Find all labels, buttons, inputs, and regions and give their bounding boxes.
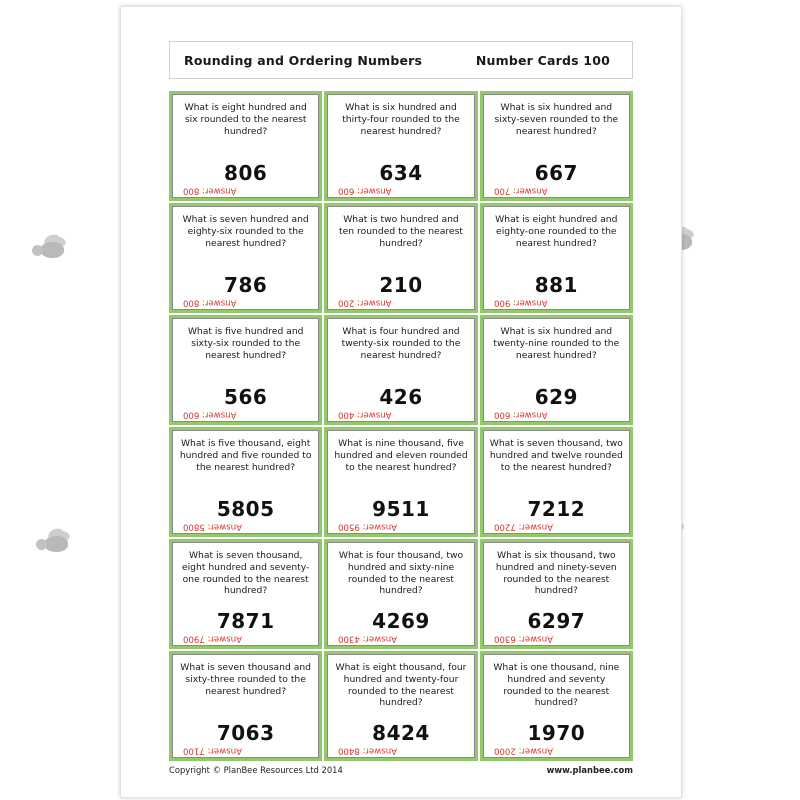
card-question: What is six hundred and sixty-seven rounded to the nearest hundred?	[494, 102, 619, 137]
card-flip-answer: Answer: 200	[338, 298, 392, 308]
card-answer: 629	[534, 385, 578, 410]
card-cell[interactable]	[324, 203, 477, 313]
number-card[interactable]	[483, 430, 630, 534]
card-cell[interactable]	[169, 203, 322, 313]
card-question: What is seven hundred and eighty-six rounded to the nearest hundred?	[182, 214, 309, 249]
number-card[interactable]	[172, 430, 319, 534]
number-card[interactable]	[483, 542, 630, 646]
card-answer: 9511	[372, 497, 430, 522]
number-card[interactable]	[327, 542, 474, 646]
card-question: What is six thousand, two hundred and ninety-seven rounded to the nearest hundred?	[495, 550, 617, 597]
card-flip-answer: Answer: 8400	[338, 746, 398, 756]
number-card[interactable]	[327, 94, 474, 198]
card-flip-answer: Answer: 7200	[493, 522, 553, 532]
card-answer: 667	[534, 161, 578, 186]
number-card[interactable]	[327, 430, 474, 534]
card-answer: 4269	[372, 609, 430, 634]
number-card[interactable]	[483, 94, 630, 198]
card-cell[interactable]	[480, 651, 633, 761]
card-cell[interactable]	[169, 539, 322, 649]
card-flip-answer: Answer: 600	[493, 410, 548, 420]
page-subtitle: Number Cards 100	[475, 52, 610, 68]
card-question: What is seven thousand, eight hundred and seventy-one rounded to the nearest hundred?	[181, 550, 310, 597]
card-answer: 7063	[216, 721, 275, 746]
card-question: What is two hundred and ten rounded to the nearest hundred?	[339, 214, 463, 249]
card-flip-answer: Answer: 800	[183, 186, 237, 196]
number-card[interactable]	[172, 654, 319, 758]
card-answer: 426	[379, 385, 423, 410]
card-cell[interactable]	[169, 651, 322, 761]
card-flip-answer: Answer: 9500	[338, 522, 398, 532]
card-answer: 1970	[527, 721, 586, 746]
number-card[interactable]	[327, 654, 474, 758]
card-cell[interactable]	[324, 539, 477, 649]
card-answer: 7212	[527, 497, 586, 522]
card-question: What is four thousand, two hundred and sixty-nine rounded to the nearest hundred?	[338, 550, 464, 597]
page-title: Rounding and Ordering Numbers	[184, 52, 423, 68]
card-question: What is one thousand, nine hundred and seventy rounded to the nearest hundred?	[493, 662, 620, 709]
card-cell[interactable]	[324, 651, 477, 761]
number-card-grid	[169, 91, 633, 761]
card-answer: 7871	[216, 609, 275, 634]
worksheet-footer	[169, 765, 633, 775]
card-answer: 634	[379, 161, 423, 186]
card-flip-answer: Answer: 7900	[183, 634, 242, 644]
card-cell[interactable]	[324, 91, 477, 201]
card-question: What is eight hundred and six rounded to the nearest hundred?	[184, 102, 307, 137]
number-card[interactable]	[327, 206, 474, 310]
card-answer: 5805	[216, 497, 275, 522]
number-card[interactable]	[327, 318, 474, 422]
card-answer: 8424	[372, 721, 430, 746]
worksheet-page	[120, 6, 682, 798]
card-cell[interactable]	[324, 315, 477, 425]
card-cell[interactable]	[169, 91, 322, 201]
card-flip-answer: Answer: 800	[183, 298, 237, 308]
card-flip-answer: Answer: 7100	[183, 746, 242, 756]
card-answer: 881	[534, 273, 578, 298]
card-question: What is six hundred and thirty-four rounded to the nearest hundred?	[342, 102, 460, 137]
number-card[interactable]	[483, 206, 630, 310]
card-flip-answer: Answer: 2000	[493, 746, 553, 756]
card-question: What is five thousand, eight hundred and five rounded to the nearest hundred?	[179, 438, 312, 473]
card-cell[interactable]	[480, 91, 633, 201]
card-cell[interactable]	[480, 427, 633, 537]
card-question: What is nine thousand, five hundred and eleven rounded to the nearest hundred?	[334, 438, 468, 473]
card-cell[interactable]	[169, 427, 322, 537]
number-card[interactable]	[172, 206, 319, 310]
number-card[interactable]	[483, 318, 630, 422]
card-flip-answer: Answer: 600	[183, 410, 237, 420]
card-question: What is eight hundred and eighty-one rounded to the nearest hundred?	[495, 214, 618, 249]
card-question: What is seven thousand, two hundred and twelve rounded to the nearest hundred?	[489, 438, 623, 473]
card-cell[interactable]	[480, 315, 633, 425]
card-cell[interactable]	[324, 427, 477, 537]
card-flip-answer: Answer: 700	[493, 186, 548, 196]
number-card[interactable]	[172, 318, 319, 422]
number-card[interactable]	[483, 654, 630, 758]
card-flip-answer: Answer: 900	[493, 298, 548, 308]
card-question: What is five hundred and sixty-six rounded to the nearest hundred?	[187, 326, 304, 361]
worksheet-header	[169, 41, 633, 79]
card-answer: 566	[224, 385, 268, 410]
website-link[interactable]: www.planbee.com	[546, 765, 633, 775]
card-flip-answer: Answer: 6300	[493, 634, 553, 644]
number-card[interactable]	[172, 94, 319, 198]
card-question: What is eight thousand, four hundred and twenty-four rounded to the nearest hundred?	[335, 662, 467, 709]
card-flip-answer: Answer: 4300	[338, 634, 398, 644]
copyright-text: Copyright © PlanBee Resources Ltd 2014	[169, 765, 343, 775]
card-answer: 806	[224, 161, 268, 186]
card-cell[interactable]	[480, 539, 633, 649]
card-answer: 786	[224, 273, 268, 298]
card-cell[interactable]	[169, 315, 322, 425]
card-question: What is six hundred and twenty-nine rounded to the nearest hundred?	[493, 326, 620, 361]
card-flip-answer: Answer: 400	[338, 410, 392, 420]
number-card[interactable]	[172, 542, 319, 646]
card-cell[interactable]	[480, 203, 633, 313]
card-question: What is four hundred and twenty-six rounded to the nearest hundred?	[341, 326, 461, 361]
card-flip-answer: Answer: 600	[338, 186, 392, 196]
card-answer: 210	[379, 273, 423, 298]
card-flip-answer: Answer: 5800	[183, 522, 242, 532]
card-answer: 6297	[527, 609, 586, 634]
card-question: What is seven thousand and sixty-three rounded to the nearest hundred?	[180, 662, 312, 697]
